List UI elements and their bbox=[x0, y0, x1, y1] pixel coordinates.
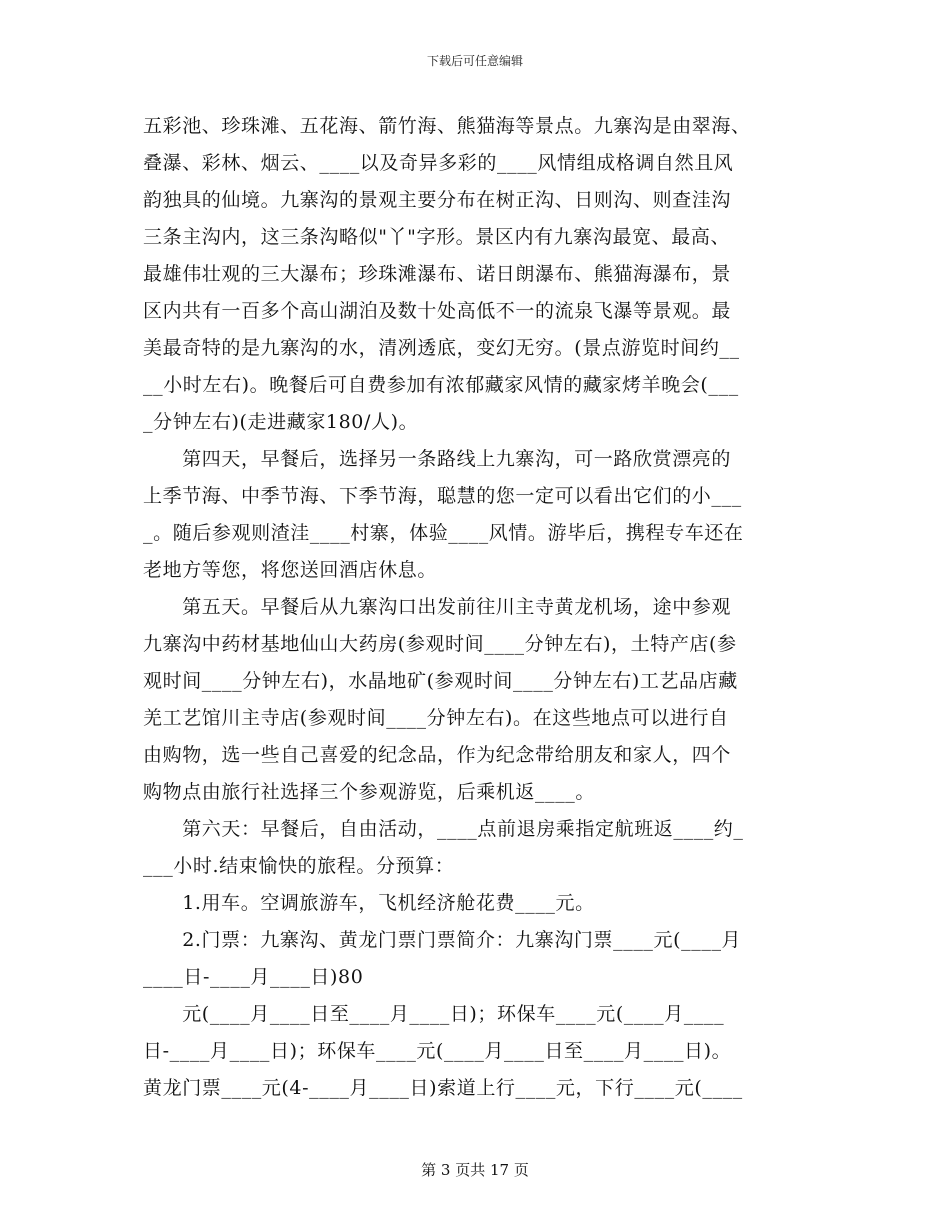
text-line: 三条主沟内，这三条沟略似"丫"字形。景区内有九寨沟最宽、最高、 bbox=[143, 226, 731, 248]
text-line: 1.用车。空调旅游车，飞机经济舱花费____元。 bbox=[143, 892, 595, 914]
text-line: __小时左右)。晚餐后可自费参加有浓郁藏家风情的藏家烤羊晚会(___ bbox=[143, 374, 739, 396]
text-line: _分钟左右)(走进藏家180/人)。 bbox=[143, 411, 419, 433]
text-line: 日-____月____日)；环保车____元(____月____日至____月____日)。 bbox=[143, 1040, 732, 1062]
page-footer: 第 3 页共 17 页 bbox=[421, 1161, 529, 1179]
text-line: _。随后参观则渣洼____村寨，体验____风情。游毕后，携程专车还在 bbox=[143, 522, 744, 544]
text-line: 九寨沟中药材基地仙山大药房(参观时间____分钟左右)，土特产店(参 bbox=[143, 633, 737, 655]
text-line: 购物点由旅行社选择三个参观游览，后乘机返____。 bbox=[143, 781, 596, 803]
text-line: 由购物，选一些自己喜爱的纪念品，作为纪念带给朋友和家人，四个 bbox=[143, 744, 732, 766]
text-line: 第六天：早餐后，自由活动，____点前退房乘指定航班返____约_ bbox=[143, 818, 744, 840]
text-line: 观时间____分钟左右)，水晶地矿(参观时间____分钟左右)工艺品店藏 bbox=[143, 670, 738, 692]
text-line: 叠瀑、彩林、烟云、____以及奇异多彩的____风情组成格调自然且风 bbox=[143, 152, 734, 174]
text-line: ____日-____月____日)80 bbox=[143, 966, 364, 988]
text-line: 2.门票：九寨沟、黄龙门票门票简介：九寨沟门票____元(____月 bbox=[143, 929, 742, 951]
text-line: 区内共有一百多个高山湖泊及数十处高低不一的流泉飞瀑等景观。最 bbox=[143, 300, 732, 322]
text-line: 黄龙门票____元(4-____月____日)索道上行____元，下行____元(____ bbox=[143, 1077, 743, 1099]
text-line: 五彩池、珍珠滩、五花海、箭竹海、熊猫海等景点。九寨沟是由翠海、 bbox=[143, 115, 751, 137]
text-line: 第五天。早餐后从九寨沟口出发前往川主寺黄龙机场，途中参观 bbox=[143, 596, 732, 618]
text-line: 上季节海、中季节海、下季节海，聪慧的您一定可以看出它们的小___ bbox=[143, 485, 742, 507]
text-line: 韵独具的仙境。九寨沟的景观主要分布在树正沟、日则沟、则查洼沟 bbox=[143, 189, 732, 211]
text-line: 最雄伟壮观的三大瀑布；珍珠滩瀑布、诺日朗瀑布、熊猫海瀑布，景 bbox=[143, 263, 732, 285]
text-line: 元(____月____日至____月____日)；环保车____元(____月____ bbox=[143, 1003, 725, 1025]
text-line: 羌工艺馆川主寺店(参观时间____分钟左右)。在这些地点可以进行自 bbox=[143, 707, 729, 729]
document-body bbox=[143, 108, 813, 1107]
text-line: ___小时.结束愉快的旅程。分预算： bbox=[143, 855, 455, 877]
page-header: 下载后可任意编辑 bbox=[426, 54, 523, 68]
text-line: 美最奇特的是九寨沟的水，清冽透底，变幻无穷。(景点游览时间约__ bbox=[143, 337, 740, 359]
text-line: 第四天，早餐后，选择另一条路线上九寨沟，可一路欣赏漂亮的 bbox=[143, 448, 732, 470]
text-line: 老地方等您，将您送回酒店休息。 bbox=[143, 559, 438, 581]
